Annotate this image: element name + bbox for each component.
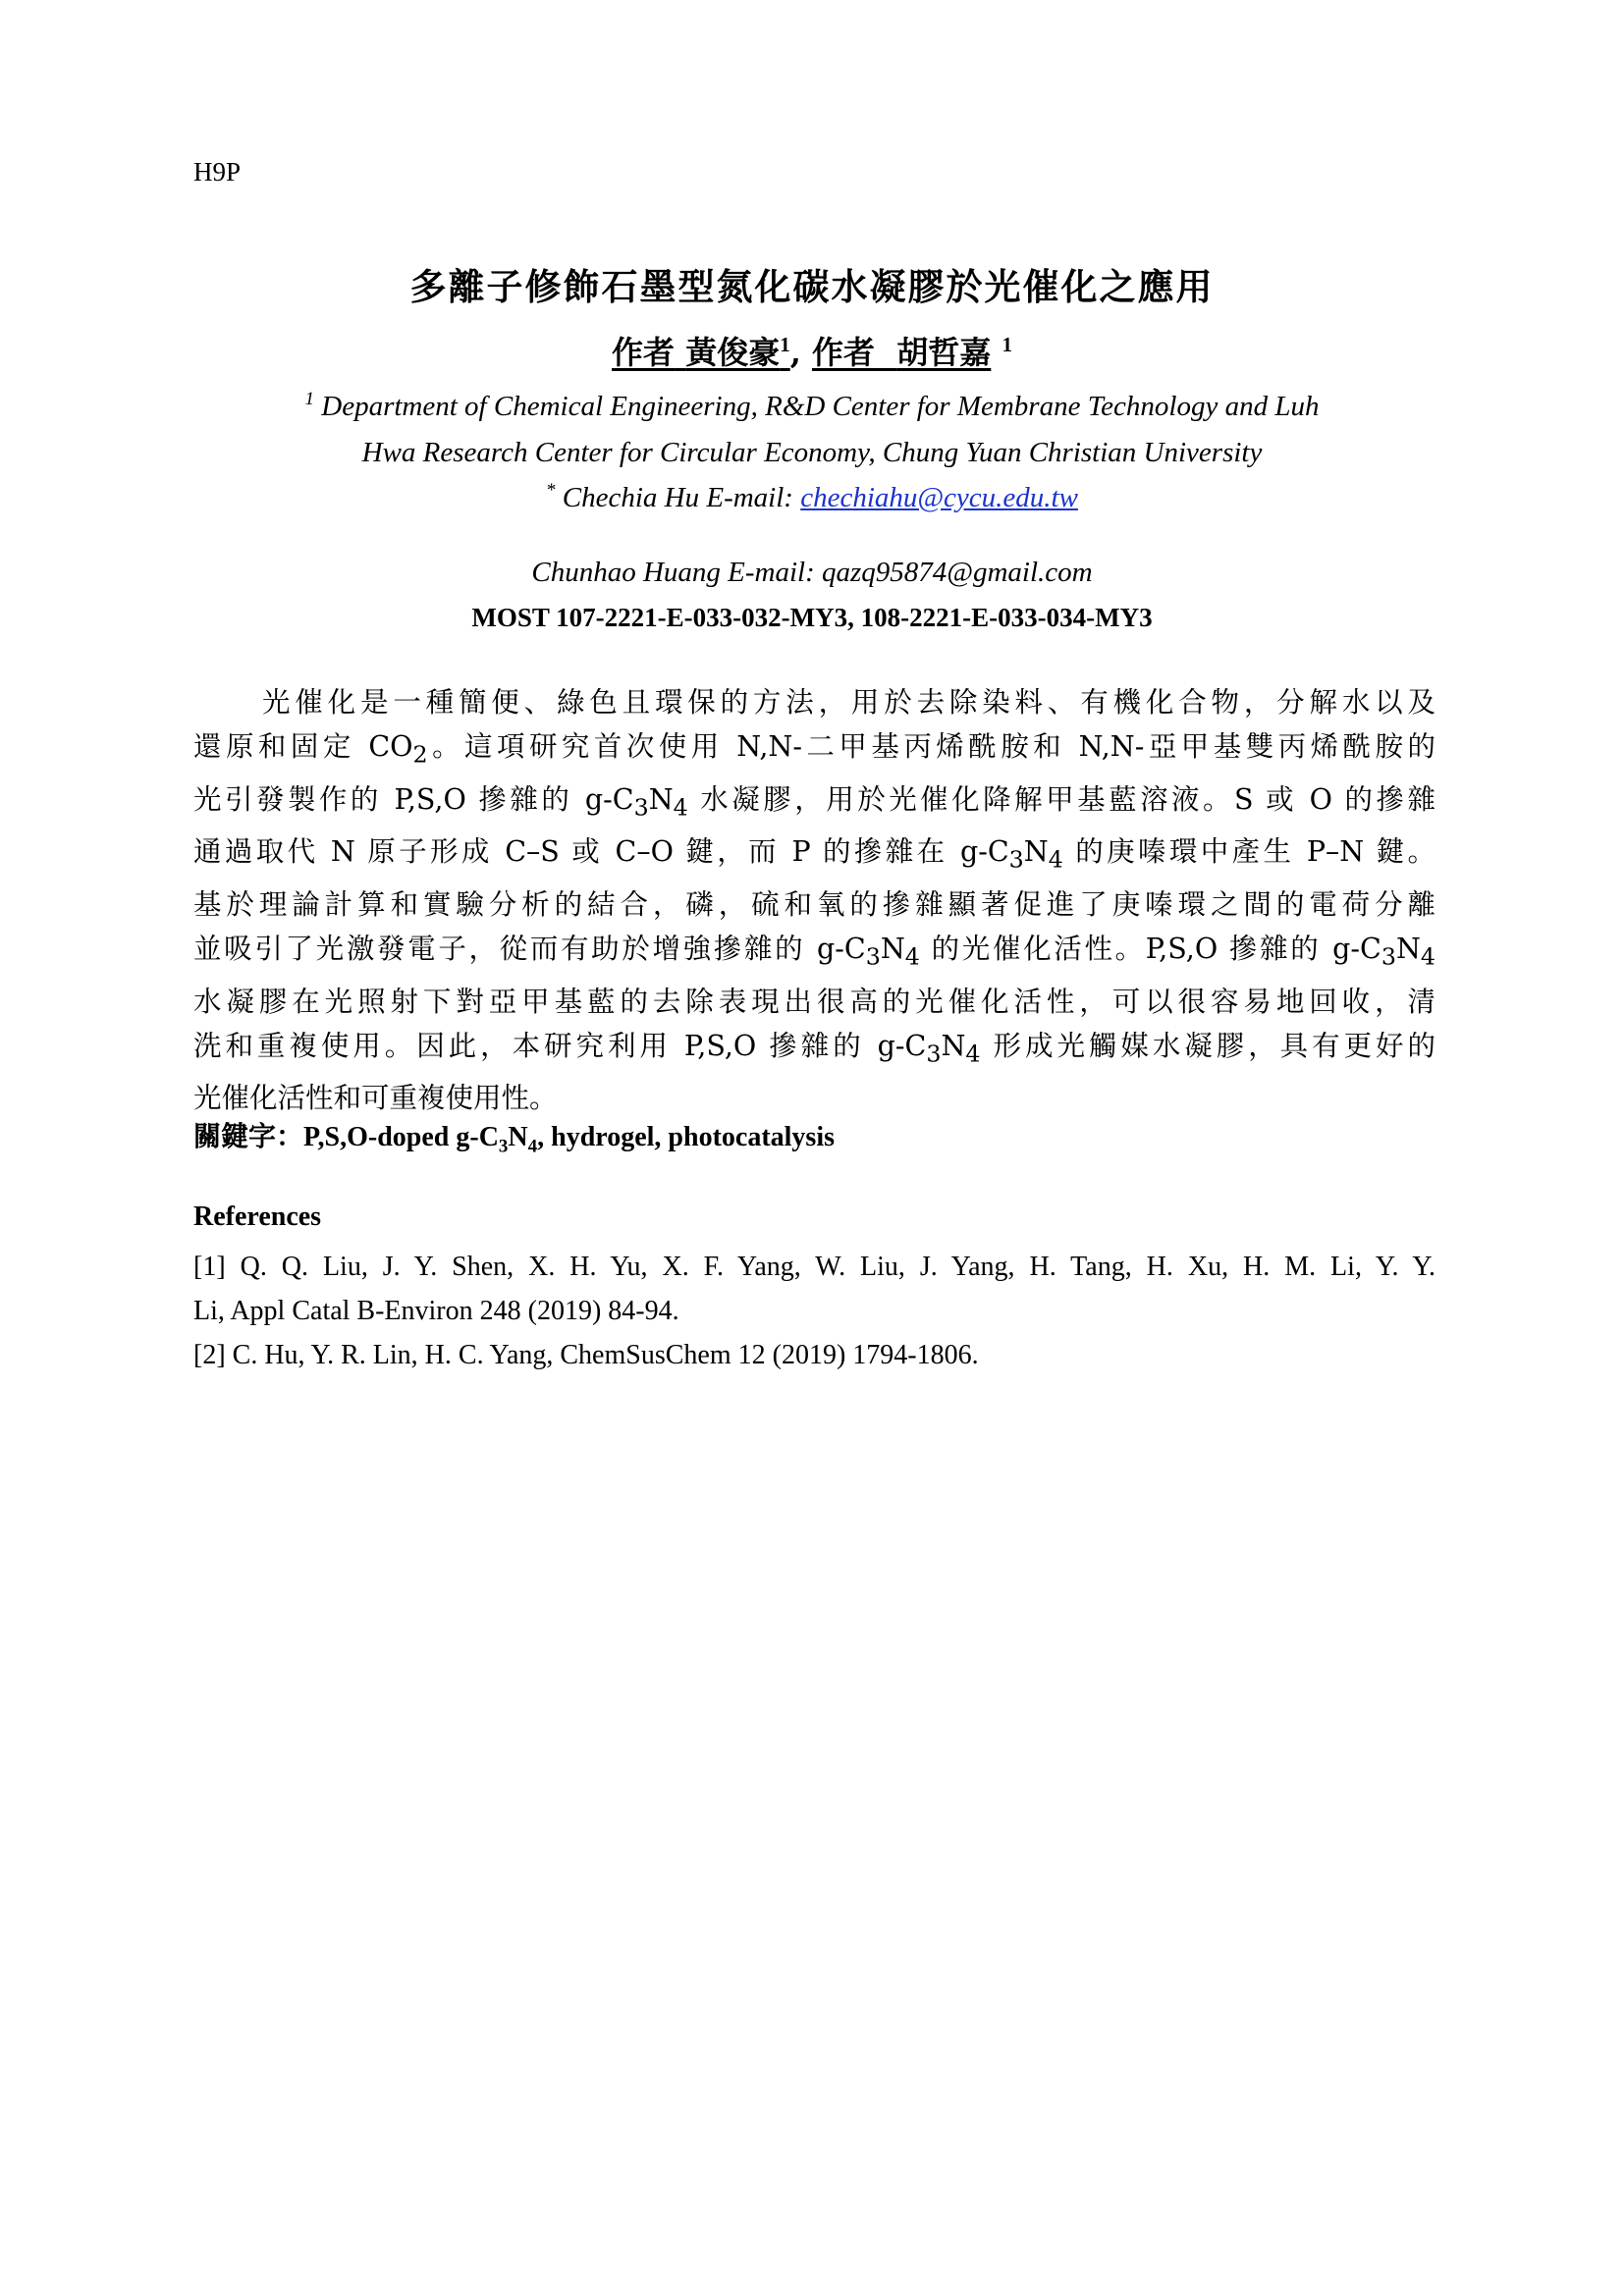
- abstract-line: [193, 927, 1435, 980]
- author-separator: ,: [789, 334, 812, 371]
- abstract-text: 光引發製作的 P,S,O 摻雜的 g-C: [193, 782, 634, 816]
- subscript: 4: [1420, 942, 1435, 971]
- author-2-affiliation-mark: 1: [1001, 333, 1012, 356]
- abstract-line: 光催化是一種簡便、綠色且環保的方法，用於去除染料、有機化合物，分解水以及: [262, 686, 1435, 719]
- abstract-text: 水凝膠，用於光催化降解甲基藍溶液。S 或 O 的摻雜: [687, 782, 1435, 816]
- abstract-text: N: [1023, 835, 1049, 869]
- email-link[interactable]: chechiahu@cycu.edu.tw: [800, 482, 1078, 513]
- reference-1-line-1: [1] Q. Q. Liu, J. Y. Shen, X. H. Yu, X. F. Yang, W. Liu, J. Yang, H. Tang, H. Xu, H. M. Li, Y. Y.: [193, 1252, 1435, 1282]
- keywords: [193, 1115, 835, 1158]
- reference-1-line-2: Li, Appl Catal B-Environ 248 (2019) 84-94.: [193, 1296, 679, 1326]
- abstract-line: [193, 829, 1435, 882]
- subscript: 2: [412, 740, 428, 769]
- abstract: [193, 680, 1435, 1120]
- affiliation-line-1: [0, 391, 1624, 423]
- keywords-text: P,S,O-doped g-C: [303, 1122, 499, 1152]
- affiliation-mark: 1: [304, 389, 315, 409]
- abstract-line: [193, 724, 1435, 777]
- author-line: [0, 328, 1624, 373]
- author-2: [812, 334, 991, 371]
- subscript: 4: [1048, 846, 1063, 875]
- subscript: 4: [673, 793, 688, 822]
- abstract-text: 的光催化活性。P,S,O 摻雜的 g-C: [919, 933, 1381, 966]
- paper-title: 多離子修飾石墨型氮化碳水凝膠於光催化之應用: [409, 265, 1215, 308]
- author-1-role: 作者: [612, 334, 676, 371]
- subscript: 3: [1008, 846, 1024, 875]
- keywords-text: N: [508, 1122, 528, 1152]
- abstract-text: 通過取代 N 原子形成 C–S 或 C–O 鍵，而 P 的摻雜在 g-C: [193, 835, 1009, 869]
- contact-2: Chunhao Huang E-mail: qazq95874@gmail.com: [531, 557, 1093, 588]
- subscript: 3: [926, 1040, 942, 1068]
- abstract-text: N: [648, 782, 674, 816]
- references-heading: References: [193, 1201, 322, 1232]
- affiliation-text-1: Department of Chemical Engineering, R&D Center for Membrane Technology and Luh: [314, 391, 1320, 422]
- subscript: 3: [1380, 942, 1396, 971]
- abstract-line: 光催化活性和可重複使用性。: [193, 1082, 558, 1115]
- abstract-text: 還原和固定 CO: [193, 730, 413, 763]
- subscript: 3: [865, 942, 881, 971]
- author-1-affiliation-mark: 1: [780, 333, 790, 356]
- corresponding-contact: [0, 482, 1624, 514]
- abstract-text: N: [880, 933, 905, 966]
- paper-code: H9P: [193, 157, 242, 187]
- subscript: 3: [633, 793, 649, 822]
- abstract-text: 。這項研究首次使用 N,N-二甲基丙烯酰胺和 N,N-亞甲基雙丙烯酰胺的: [427, 730, 1436, 763]
- author-1: [612, 334, 790, 371]
- abstract-text: 洗和重複使用。因此，本研究利用 P,S,O 摻雜的 g-C: [193, 1029, 927, 1062]
- corresponding-mark: *: [546, 480, 556, 501]
- keywords-label: 關鍵字：: [193, 1120, 304, 1152]
- abstract-text: N: [941, 1029, 966, 1062]
- affiliation-line-2: Hwa Research Center for Circular Economy, Chung Yuan Christian University: [361, 437, 1263, 468]
- abstract-line: [193, 777, 1435, 830]
- abstract-line: [193, 1024, 1435, 1077]
- grant-numbers: MOST 107-2221-E-033-032-MY3, 108-2221-E-033-034-MY3: [471, 603, 1153, 632]
- author-2-role: 作者: [812, 334, 876, 371]
- abstract-line: 水凝膠在光照射下對亞甲基藍的去除表現出很高的光催化活性，可以很容易地回收，清: [193, 985, 1435, 1018]
- subscript: 3: [498, 1136, 509, 1157]
- abstract-text: N: [1395, 933, 1421, 966]
- keywords-text: , hydrogel, photocatalysis: [537, 1122, 836, 1152]
- reference-2: [2] C. Hu, Y. R. Lin, H. C. Yang, ChemSusChem 12 (2019) 1794-1806.: [193, 1340, 979, 1370]
- abstract-text: 並吸引了光激發電子，從而有助於增強摻雜的 g-C: [193, 933, 866, 966]
- abstract-text: 形成光觸媒水凝膠，具有更好的: [980, 1029, 1435, 1062]
- abstract-line: 基於理論計算和實驗分析的結合，磷，硫和氧的摻雜顯著促進了庚嗪環之間的電荷分離: [193, 888, 1435, 922]
- abstract-text: 的庚嗪環中產生 P–N 鍵。: [1062, 835, 1435, 869]
- subscript: 4: [904, 942, 920, 971]
- reference-list: [193, 1245, 1435, 1377]
- author-1-name: 黃俊豪: [685, 334, 781, 371]
- subscript: 4: [527, 1136, 538, 1157]
- contact-1-prefix: Chechia Hu E-mail:: [555, 482, 801, 513]
- author-2-name: 胡哲嘉: [896, 334, 992, 371]
- subscript: 4: [965, 1040, 981, 1068]
